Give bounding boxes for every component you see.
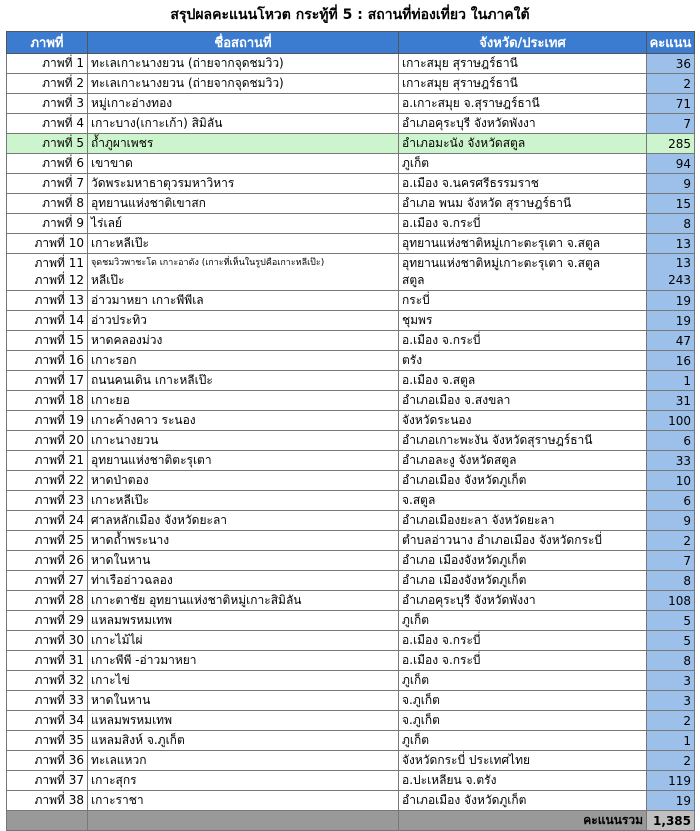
header-province: จังหวัด/ประเทศ	[399, 32, 647, 54]
header-picture: ภาพที่	[7, 32, 88, 54]
row-picture-number: ภาพที่ 20	[7, 431, 88, 451]
row-province: อำเภอเมืองยะลา จังหวัดยะลา	[399, 511, 647, 531]
row-picture-number: ภาพที่ 26	[7, 551, 88, 571]
row-province: ภูเก็ต	[399, 154, 647, 174]
row-score: 13	[647, 234, 695, 254]
row-picture-number: ภาพที่ 30	[7, 631, 88, 651]
table-row	[7, 74, 695, 94]
row-score: 9	[647, 511, 695, 531]
row-score: 19	[647, 311, 695, 331]
row-province: อำเภอ เมืองจังหวัดภูเก็ต	[399, 571, 647, 591]
table-row	[7, 671, 695, 691]
row-place-name: อุทยานแห่งชาติตะรุเตา	[88, 451, 399, 471]
row-picture-number	[7, 254, 88, 291]
table-row	[7, 114, 695, 134]
table-row	[7, 451, 695, 471]
row-place-name: แหลมสิงห์ จ.ภูเก็ต	[88, 731, 399, 751]
page-title: สรุปผลคะแนนโหวต กระทู้ที่ 5 : สถานที่ท่องเที่ยว ในภาคใต้	[170, 7, 530, 23]
row-province: อำเภอเกาะพะงัน จังหวัดสุราษฎร์ธานี	[399, 431, 647, 451]
row-picture-number: ภาพที่ 2	[7, 74, 88, 94]
row-place-name: ทะเลแหวก	[88, 751, 399, 771]
row-picture-number: ภาพที่ 23	[7, 491, 88, 511]
table-row	[7, 194, 695, 214]
row-place-name: เกาะพีพี -อ่าวมาหยา	[88, 651, 399, 671]
row-place-name: จุดชมวิวพาชะโด เกาะอาดัง (เกาะที่เห็นในรูปคือเกาะหลีเป๊ะ)	[91, 258, 325, 268]
row-score: 3	[647, 691, 695, 711]
row-score: 71	[647, 94, 695, 114]
row-province: อำเภอเมือง จังหวัดภูเก็ต	[399, 791, 647, 811]
row-picture-number: ภาพที่ 38	[7, 791, 88, 811]
row-province: อำเภอละงู จังหวัดสตูล	[399, 451, 647, 471]
row-picture-number: ภาพที่ 34	[7, 711, 88, 731]
table-row	[7, 154, 695, 174]
row-score: 15	[647, 194, 695, 214]
row-picture-number: ภาพที่ 17	[7, 371, 88, 391]
row-score: 1	[647, 731, 695, 751]
total-row	[7, 811, 695, 831]
table-row	[7, 791, 695, 811]
row-place-name: หาดป่าตอง	[88, 471, 399, 491]
row-province: อำเภอ เมืองจังหวัดภูเก็ต	[399, 551, 647, 571]
table-row	[7, 511, 695, 531]
row-score: 36	[647, 54, 695, 74]
table-row	[7, 571, 695, 591]
row-province: จังหวัดระนอง	[399, 411, 647, 431]
table-row	[7, 551, 695, 571]
row-province: จ.สตูล	[399, 491, 647, 511]
row-picture-number: ภาพที่ 37	[7, 771, 88, 791]
row-score	[647, 254, 695, 291]
row-score: 5	[647, 631, 695, 651]
table-row	[7, 411, 695, 431]
row-province: เกาะสมุย สุราษฎร์ธานี	[399, 54, 647, 74]
table-row	[7, 234, 695, 254]
row-score: 2	[647, 711, 695, 731]
row-province: อำเภอเมือง จังหวัดภูเก็ต	[399, 471, 647, 491]
table-row	[7, 431, 695, 451]
row-score: 19	[647, 791, 695, 811]
row-place-name: เกาะไม้ไผ่	[88, 631, 399, 651]
row-province: จ.ภูเก็ต	[399, 691, 647, 711]
row-place-name: เกาะหลีเป๊ะ	[88, 234, 399, 254]
row-province: อำเภอมะนัง จังหวัดสตูล	[399, 134, 647, 154]
row-place-name: ทะเลเกาะนางยวน (ถ่ายจากจุดชมวิว)	[88, 74, 399, 94]
row-place-name: เกาะนางยวน	[88, 431, 399, 451]
header-score: คะแนน	[647, 32, 695, 54]
header-place: ชื่อสถานที่	[88, 32, 399, 54]
row-score: 8	[647, 651, 695, 671]
row-picture-number: ภาพที่ 12	[34, 273, 84, 287]
row-place-name: เกาะสุกร	[88, 771, 399, 791]
row-province: อ.เกาะสมุย จ.สุราษฎร์ธานี	[399, 94, 647, 114]
total-spacer	[7, 811, 88, 831]
row-place-name: หมู่เกาะอ่างทอง	[88, 94, 399, 114]
row-score: 2	[647, 531, 695, 551]
row-score: 94	[647, 154, 695, 174]
vote-results-table	[6, 31, 695, 831]
row-score: 243	[668, 273, 691, 287]
table-row	[7, 491, 695, 511]
row-place-name: อ่าวประทิว	[88, 311, 399, 331]
row-score: 2	[647, 751, 695, 771]
row-place-name: เกาะราชา	[88, 791, 399, 811]
row-province: อุทยานแห่งชาติหมู่เกาะตะรุเตา จ.สตูล	[399, 234, 647, 254]
header-row	[7, 32, 695, 54]
row-place-name	[88, 254, 399, 291]
row-score: 285	[647, 134, 695, 154]
row-place-name: ทะเลเกาะนางยวน (ถ่ายจากจุดชมวิว)	[88, 54, 399, 74]
row-place-name: ไร่เลย์	[88, 214, 399, 234]
row-picture-number: ภาพที่ 24	[7, 511, 88, 531]
row-picture-number: ภาพที่ 5	[7, 134, 88, 154]
row-place-name: วัดพระมหาธาตุวรมหาวิหาร	[88, 174, 399, 194]
table-row	[7, 351, 695, 371]
row-score: 2	[647, 74, 695, 94]
row-province: อ.เมือง จ.กระบี่	[399, 331, 647, 351]
row-picture-number: ภาพที่ 11	[34, 256, 84, 270]
row-place-name: ท่าเรืออ่าวฉลอง	[88, 571, 399, 591]
row-picture-number: ภาพที่ 36	[7, 751, 88, 771]
row-picture-number: ภาพที่ 35	[7, 731, 88, 751]
row-score: 33	[647, 451, 695, 471]
table-row	[7, 331, 695, 351]
row-province: อ.ปะเหลียน จ.ตรัง	[399, 771, 647, 791]
row-province: สตูล	[402, 273, 425, 287]
table-row	[7, 631, 695, 651]
row-picture-number: ภาพที่ 9	[7, 214, 88, 234]
row-picture-number: ภาพที่ 25	[7, 531, 88, 551]
row-province: อำเภอคุระบุรี จังหวัดพังงา	[399, 591, 647, 611]
row-score: 6	[647, 431, 695, 451]
row-province: อ.เมือง จ.นครศรีธรรมราช	[399, 174, 647, 194]
total-value: 1,385	[647, 811, 695, 831]
row-province: จ.ภูเก็ต	[399, 711, 647, 731]
row-score: 13	[675, 256, 691, 270]
row-score: 7	[647, 114, 695, 134]
row-province: อ.เมือง จ.กระบี่	[399, 214, 647, 234]
row-picture-number: ภาพที่ 7	[7, 174, 88, 194]
row-score: 5	[647, 611, 695, 631]
table-row	[7, 54, 695, 74]
row-place-name: เกาะรอก	[88, 351, 399, 371]
row-province: ภูเก็ต	[399, 731, 647, 751]
row-province: เกาะสมุย สุราษฎร์ธานี	[399, 74, 647, 94]
row-place-name: ถนนคนเดิน เกาะหลีเป๊ะ	[88, 371, 399, 391]
table-row	[7, 214, 695, 234]
row-score: 10	[647, 471, 695, 491]
row-score: 108	[647, 591, 695, 611]
row-score: 8	[647, 214, 695, 234]
row-place-name: ศาลหลักเมือง จังหวัดยะลา	[88, 511, 399, 531]
row-picture-number: ภาพที่ 22	[7, 471, 88, 491]
table-body	[7, 54, 695, 811]
row-score: 7	[647, 551, 695, 571]
row-score: 16	[647, 351, 695, 371]
row-province: อ.เมือง จ.สตูล	[399, 371, 647, 391]
row-place-name: เขาขาด	[88, 154, 399, 174]
table-row	[7, 531, 695, 551]
row-score: 31	[647, 391, 695, 411]
row-province: ชุมพร	[399, 311, 647, 331]
row-score: 47	[647, 331, 695, 351]
table-row	[7, 311, 695, 331]
table-row	[7, 291, 695, 311]
row-picture-number: ภาพที่ 33	[7, 691, 88, 711]
row-province: จังหวัดกระบี่ ประเทศไทย	[399, 751, 647, 771]
row-score: 3	[647, 671, 695, 691]
row-place-name: เกาะค้างคาว ระนอง	[88, 411, 399, 431]
table-row	[7, 391, 695, 411]
table-row	[7, 254, 695, 291]
row-picture-number: ภาพที่ 18	[7, 391, 88, 411]
row-picture-number: ภาพที่ 15	[7, 331, 88, 351]
row-picture-number: ภาพที่ 1	[7, 54, 88, 74]
row-place-name: หาดถ้ำพระนาง	[88, 531, 399, 551]
row-picture-number: ภาพที่ 19	[7, 411, 88, 431]
total-spacer-2	[88, 811, 399, 831]
row-picture-number: ภาพที่ 31	[7, 651, 88, 671]
row-picture-number: ภาพที่ 10	[7, 234, 88, 254]
row-score: 6	[647, 491, 695, 511]
row-province: อ.เมือง จ.กระบี่	[399, 651, 647, 671]
row-score: 100	[647, 411, 695, 431]
row-place-name: หาดในหาน	[88, 691, 399, 711]
table-row	[7, 591, 695, 611]
table-row	[7, 611, 695, 631]
table-row	[7, 711, 695, 731]
row-score: 119	[647, 771, 695, 791]
row-place-name: หาดคลองม่วง	[88, 331, 399, 351]
row-picture-number: ภาพที่ 6	[7, 154, 88, 174]
total-label: คะแนนรวม	[399, 811, 647, 831]
row-score: 19	[647, 291, 695, 311]
row-picture-number: ภาพที่ 4	[7, 114, 88, 134]
row-place-name: หาดในหาน	[88, 551, 399, 571]
row-province: อำเภอคุระบุรี จังหวัดพังงา	[399, 114, 647, 134]
row-picture-number: ภาพที่ 14	[7, 311, 88, 331]
row-place-name: เกาะหลีเป๊ะ	[88, 491, 399, 511]
row-place-name: เกาะไข่	[88, 671, 399, 691]
row-place-name: ถ้ำภูผาเพชร	[88, 134, 399, 154]
row-province: อำเภอเมือง จ.สงขลา	[399, 391, 647, 411]
row-picture-number: ภาพที่ 8	[7, 194, 88, 214]
row-place-name: แหลมพรหมเทพ	[88, 611, 399, 631]
table-row	[7, 471, 695, 491]
table-row	[7, 134, 695, 154]
table-row	[7, 94, 695, 114]
row-place-name: อุทยานแห่งชาติเขาสก	[88, 194, 399, 214]
table-row	[7, 751, 695, 771]
row-score: 9	[647, 174, 695, 194]
row-province: ตรัง	[399, 351, 647, 371]
row-province: ภูเก็ต	[399, 671, 647, 691]
row-picture-number: ภาพที่ 28	[7, 591, 88, 611]
row-province	[399, 254, 647, 291]
table-row	[7, 174, 695, 194]
row-place-name: เกาะตาชัย อุทยานแห่งชาติหมู่เกาะสิมิลัน	[88, 591, 399, 611]
row-picture-number: ภาพที่ 32	[7, 671, 88, 691]
row-place-name: แหลมพรหมเทพ	[88, 711, 399, 731]
row-picture-number: ภาพที่ 16	[7, 351, 88, 371]
row-province: ภูเก็ต	[399, 611, 647, 631]
row-score: 8	[647, 571, 695, 591]
row-picture-number: ภาพที่ 3	[7, 94, 88, 114]
row-picture-number: ภาพที่ 13	[7, 291, 88, 311]
row-picture-number: ภาพที่ 29	[7, 611, 88, 631]
row-province: อำเภอ พนม จังหวัด สุราษฎร์ธานี	[399, 194, 647, 214]
table-row	[7, 651, 695, 671]
row-score: 1	[647, 371, 695, 391]
row-picture-number: ภาพที่ 21	[7, 451, 88, 471]
row-picture-number: ภาพที่ 27	[7, 571, 88, 591]
table-row	[7, 731, 695, 751]
row-place-name: หลีเป๊ะ	[91, 273, 125, 287]
row-province: กระบี่	[399, 291, 647, 311]
table-row	[7, 371, 695, 391]
row-province: อ.เมือง จ.กระบี่	[399, 631, 647, 651]
row-place-name: เกาะยอ	[88, 391, 399, 411]
row-place-name: อ่าวมาหยา เกาะพีพีเล	[88, 291, 399, 311]
row-province: ตำบลอ่าวนาง อำเภอเมือง จังหวัดกระบี่	[399, 531, 647, 551]
table-row	[7, 691, 695, 711]
row-place-name: เกาะบาง(เกาะเก้า) สิมิลัน	[88, 114, 399, 134]
row-province: อุทยานแห่งชาติหมู่เกาะตะรุเตา จ.สตูล	[402, 256, 601, 270]
